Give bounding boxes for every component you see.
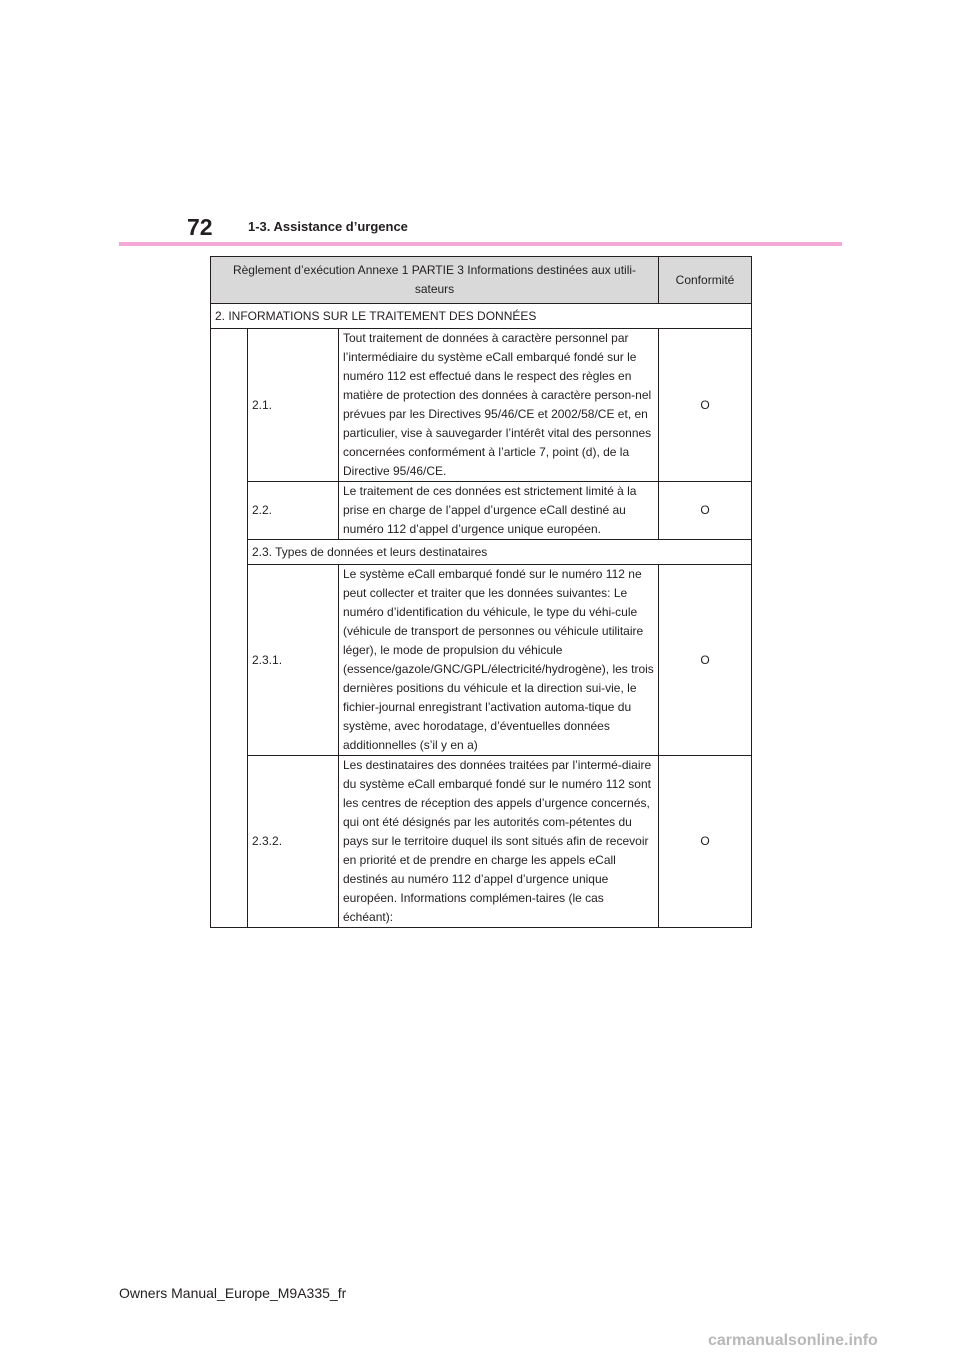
section-heading-2-3: 2.3. Types de données et leurs destinataires	[248, 540, 752, 565]
table-row	[211, 329, 752, 482]
table-header-row	[211, 257, 752, 304]
header-conformity: Conformité	[659, 257, 752, 304]
indent-cell	[211, 329, 248, 928]
document-footer: Owners Manual_Europe_M9A335_fr	[119, 1285, 347, 1301]
watermark: carmanualsonline.info	[708, 1332, 878, 1349]
clause-number: 2.2.	[248, 482, 339, 540]
table-row	[211, 756, 752, 928]
conformity-mark: O	[659, 329, 752, 482]
header-divider	[119, 242, 842, 246]
section-title: 1-3. Assistance d’urgence	[248, 219, 408, 234]
section-heading-2: 2. INFORMATIONS SUR LE TRAITEMENT DES DONNÉES	[211, 304, 752, 329]
clause-text: Le traitement de ces données est strictement limité à la prise en charge de l’appel d’urgence eCall destiné au numéro 112 d’appel d’urgence unique européen.	[339, 482, 659, 540]
section-row	[211, 304, 752, 329]
clause-text: Tout traitement de données à caractère personnel par l’intermédiaire du système eCall embarqué fondé sur le numéro 112 est effectué dans le respect des règles en matière de protection des données à caractère person-nel prévues par les Directives 95/46/CE et 2002/58/CE et, en particulier, vise à sauvegarder l’intérêt vital des personnes concernées conformément à l’article 7, point (d), de la Directive 95/46/CE.	[339, 329, 659, 482]
header-regulation: Règlement d’exécution Annexe 1 PARTIE 3 Informations destinées aux utili-sateurs	[211, 257, 659, 304]
clause-text: Le système eCall embarqué fondé sur le numéro 112 ne peut collecter et traiter que les données suivantes: Le numéro d’identification du véhicule, le type du véhi-cule (véhicule de transport de personnes ou véhicule utilitaire léger), le mode de propulsion du véhicule (essence/gazole/GNC/GPL/électricité/hydrogène), les trois dernières positions du véhicule et la direction sui-vie, le fichier-journal enregistrant l’activation automa-tique du système, avec horodatage, d’éventuelles données additionnelles (s’il y en a)	[339, 565, 659, 756]
clause-text: Les destinataires des données traitées par l’intermé-diaire du système eCall embarqué fondé sur le numéro 112 sont les centres de réception des appels d’urgence concernés, qui ont été désignés par les autorités com-pétentes du pays sur le territoire duquel ils sont situés afin de recevoir en priorité et de prendre en charge les appels eCall destinés au numéro 112 d’appel d’urgence unique européen. Informations complémen-taires (le cas échéant):	[339, 756, 659, 928]
clause-number: 2.3.2.	[248, 756, 339, 928]
regulation-table	[210, 256, 752, 928]
clause-number: 2.1.	[248, 329, 339, 482]
table-row	[211, 565, 752, 756]
section-row	[211, 540, 752, 565]
conformity-mark: O	[659, 756, 752, 928]
page-number: 72	[187, 214, 213, 240]
conformity-mark: O	[659, 565, 752, 756]
table-row	[211, 482, 752, 540]
conformity-mark: O	[659, 482, 752, 540]
clause-number: 2.3.1.	[248, 565, 339, 756]
